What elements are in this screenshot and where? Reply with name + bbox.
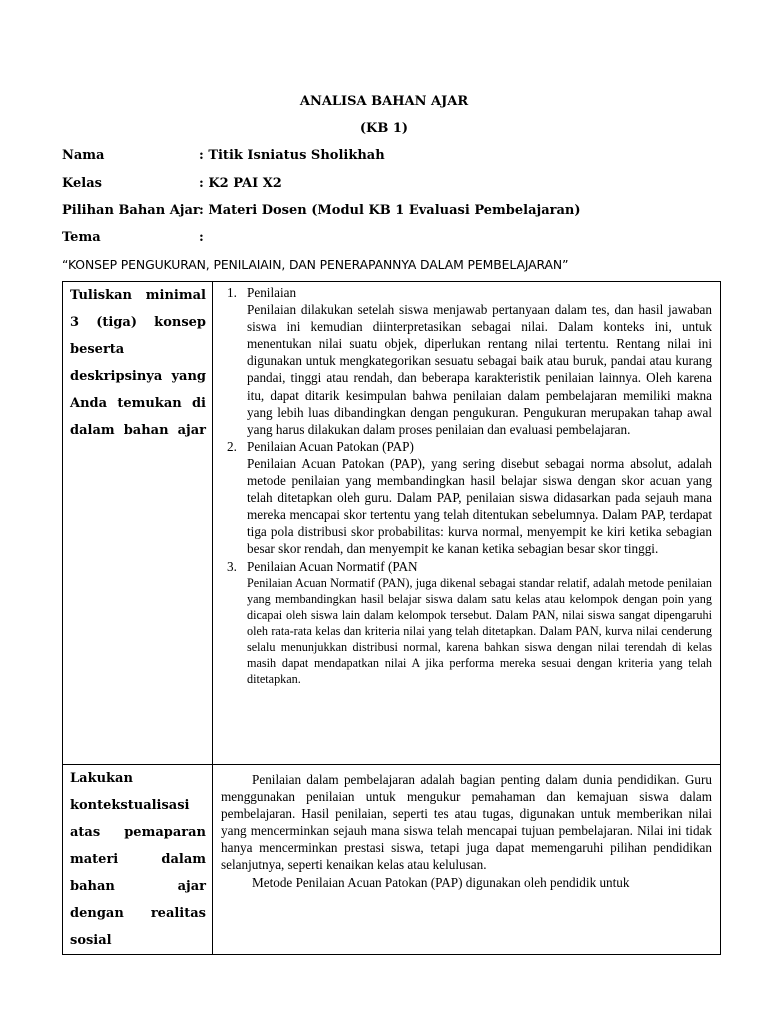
list-heading: Penilaian bbox=[247, 285, 297, 300]
list-number: 3. bbox=[227, 558, 237, 574]
meta-label: Pilihan Bahan Ajar bbox=[62, 203, 200, 218]
list-heading: Penilaian Acuan Patokan (PAP) bbox=[247, 438, 414, 454]
document-subtitle: (KB 1) bbox=[359, 121, 409, 136]
list-item bbox=[221, 558, 712, 687]
list-body: Penilaian Acuan Normatif (PAN), juga dikenal sebagai standar relatif, adalah metode penilaian yang membandingkan hasil belajar siswa dalam satu kelas atau kelompok dengan poin yang dicapai oleh siswa lain dalam kelompok tersebut. Dalam PAN, nilai siswa sangat dipengaruhi oleh rata-rata kelas dan kriteria nilai yang telah ditetapkan. Dalam PAN, kurva nilai cenderung selalu menunjukkan distribusi normal, karena bahkan siswa dengan nilai terendah di kelas masih dapat mendapatkan nilai A jika performa mereka sesuai dengan kriteria yang telah ditetapkan. bbox=[247, 575, 712, 686]
table-row bbox=[63, 282, 721, 765]
list-item bbox=[221, 438, 712, 558]
answer-cell bbox=[213, 282, 721, 765]
meta-row-nama bbox=[62, 148, 385, 163]
answer-paragraph: Metode Penilaian Acuan Patokan (PAP) digunakan oleh pendidik untuk bbox=[252, 874, 630, 890]
meta-value: : K2 PAI X2 bbox=[199, 176, 282, 191]
list-body: Penilaian dilakukan setelah siswa menjawab pertanyaan dalam tes, dan hasil jawaban siswa ini kemudian diinterpretasikan sebagai nilai. Dalam konteks ini, untuk menentukan nilai suatu objek, diperlukan rentang nilai tertentu. Rentang nilai ini digunakan untuk mengkategorikan sesuatu sebagai baik atau buruk, pandai atau kurang pandai, tinggi atau rendah, dan beberapa karakteristik penilaian lainnya. Oleh karena itu, dapat ditarik kesimpulan bahwa penilaian dalam pembelajaran memiliki makna yang lebih luas dibandingkan dengan pengukuran. Pengukuran merupakan tahap awal yang harus dilakukan dalam proses penilaian dan evaluasi pembelajaran. bbox=[247, 302, 712, 437]
prompt-cell: Lakukan kontekstualisasi atas pemaparan materi dalam bahan ajar dengan realitas sosial bbox=[63, 765, 213, 955]
meta-row-bahan-ajar bbox=[62, 203, 581, 218]
list-number: 2. bbox=[227, 438, 237, 454]
meta-label: Tema bbox=[62, 230, 101, 245]
meta-row-tema bbox=[62, 230, 204, 245]
list-item bbox=[221, 284, 712, 438]
meta-row-kelas bbox=[62, 176, 282, 191]
table-row bbox=[63, 765, 721, 955]
answer-cell bbox=[213, 765, 721, 955]
meta-label: Kelas bbox=[62, 176, 102, 191]
document-title: ANALISA BAHAN AJAR bbox=[299, 94, 469, 109]
meta-label: Nama bbox=[62, 148, 105, 163]
list-heading: Penilaian Acuan Normatif (PAN bbox=[247, 558, 418, 574]
meta-value: : Materi Dosen (Modul KB 1 Evaluasi Pembelajaran) bbox=[199, 203, 581, 218]
list-body: Penilaian Acuan Patokan (PAP), yang sering disebut sebagai norma absolut, adalah metode penilaian yang membandingkan hasil belajar siswa dengan skor acuan yang telah ditetapkan oleh guru. Dalam PAP, penilaian siswa didasarkan pada sejauh mana mereka mencapai skor tertentu yang telah ditentukan sebelumnya. Dalam PAP, terdapat tiga pola distribusi skor probabilitas: kurva normal, menyempit ke kiri ketika sebagian besar skor rendah, dan menyempit ke kanan ketika sebagian besar skor tinggi. bbox=[247, 455, 712, 557]
list-number: 1. bbox=[227, 285, 237, 300]
meta-value: : Titik Isniatus Sholikhah bbox=[199, 148, 385, 163]
prompt-cell: Tuliskan minimal 3 (tiga) konsep beserta deskripsinya yang Anda temukan di dalam bahan ajar bbox=[63, 282, 213, 765]
answer-paragraph: Penilaian dalam pembelajaran adalah bagian penting dalam dunia pendidikan. Guru menggunakan penilaian untuk mengukur pemahaman dan kemajuan siswa dalam pembelajaran. Hasil penilaian, seperti tes atau tugas, digunakan untuk memberikan nilai yang mencerminkan sejauh mana siswa telah mencapai tujuan pembelajaran. Nilai ini tidak hanya mencerminkan prestasi siswa, tetapi juga dapat memengaruhi pilihan pendidikan selanjutnya, seperti kenaikan kelas atau kelulusan. bbox=[221, 772, 712, 873]
analysis-table bbox=[62, 281, 721, 955]
topic-heading: “KONSEP PENGUKURAN, PENILAIAIN, DAN PENERAPANNYA DALAM PEMBELAJARAN” bbox=[62, 257, 569, 272]
meta-value: : bbox=[199, 230, 204, 245]
